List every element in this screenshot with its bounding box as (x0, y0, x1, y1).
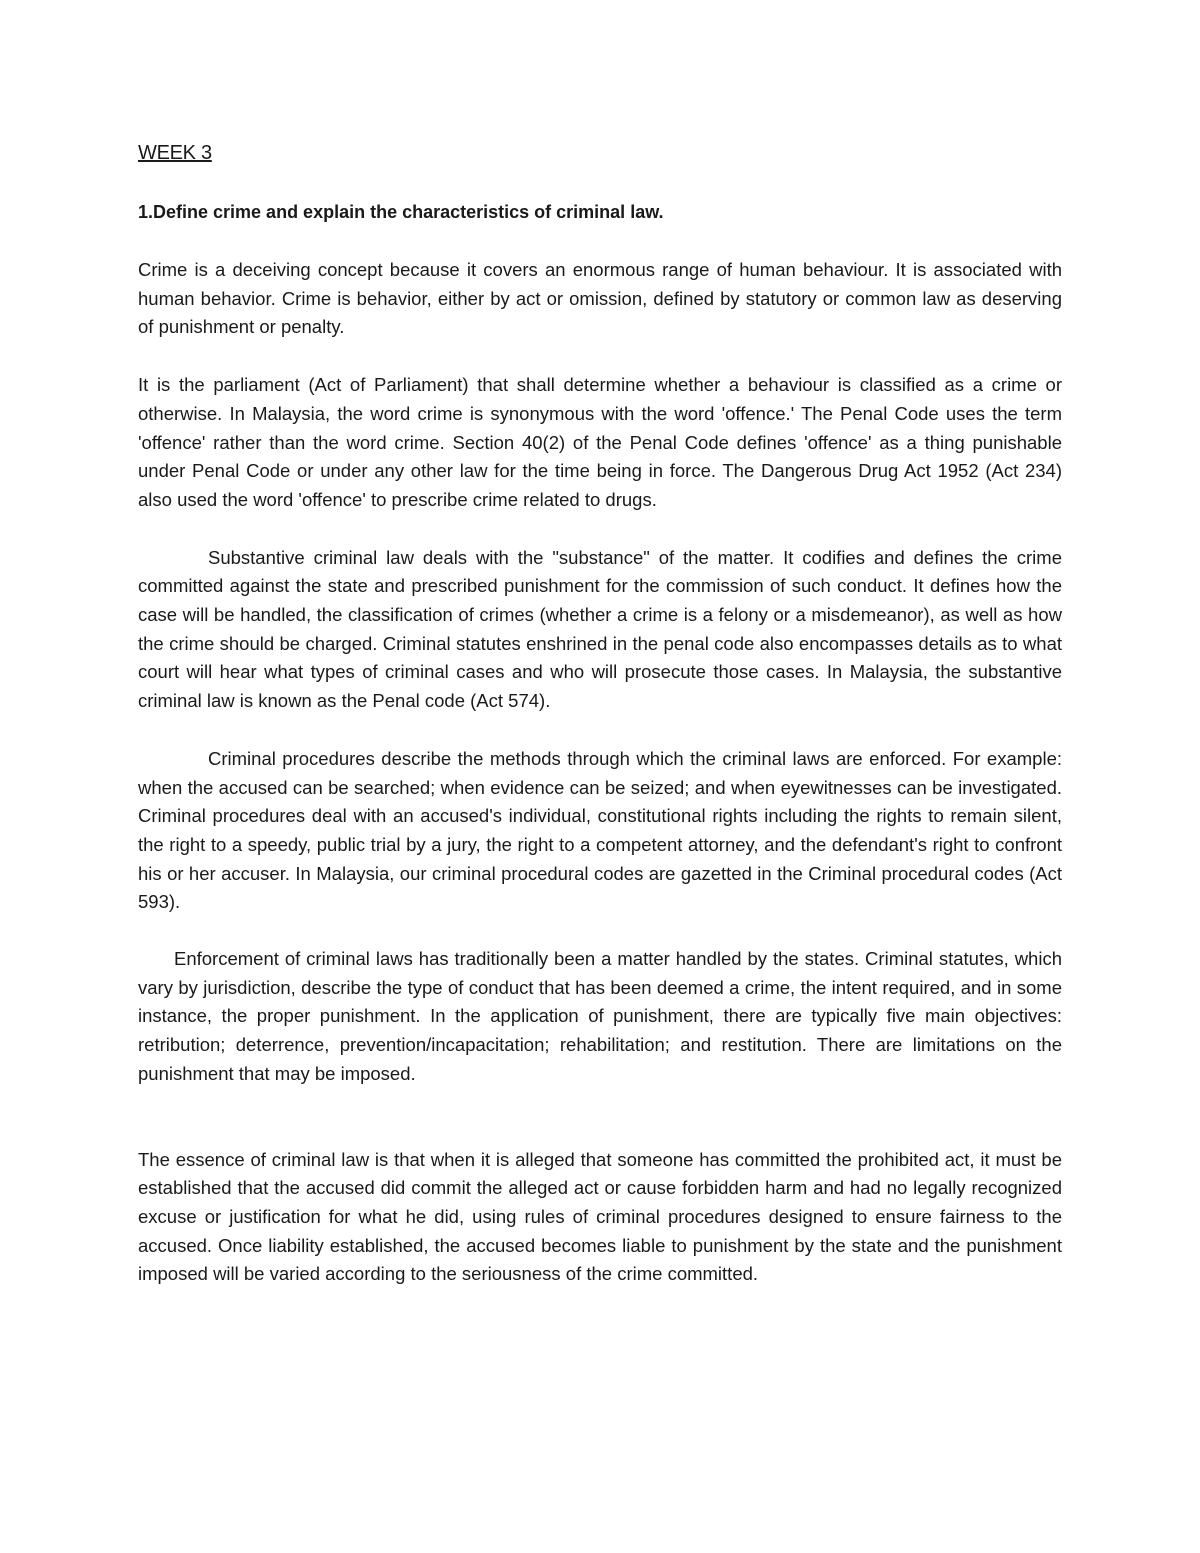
document-page (138, 138, 1062, 1289)
paragraph-crime-definition: Crime is a deceiving concept because it covers an enormous range of human behaviour. It is associated with human behavior. Crime is behavior, either by act or omission, defined by statutory or common law as deserving of punishment or penalty. (138, 259, 1062, 338)
question-heading: 1.Define crime and explain the characteristics of criminal law. (138, 202, 664, 222)
paragraph-substantive-law: Substantive criminal law deals with the "substance" of the matter. It codifies and defines the crime committed against the state and prescribed punishment for the commission of such conduct. It defines how the case will be handled, the classification of crimes (whether a crime is a felony or a misdemeanor), as well as how the crime should be charged. Criminal statutes enshrined in the penal code also encompasses details as to what court will hear what types of criminal cases and who will prosecute those cases. In Malaysia, the substantive criminal law is known as the Penal code (Act 574). (138, 546, 1062, 712)
paragraph-enforcement: Enforcement of criminal laws has traditionally been a matter handled by the states. Criminal statutes, which vary by jurisdiction, describe the type of conduct that has been deemed a crime, the intent required, and in some instance, the proper punishment. In the application of punishment, there are typically five main objectives: retribution; deterrence, prevention/incapacitation; rehabilitation; and restitution. There are limitations on the punishment that may be imposed. (138, 948, 1062, 1084)
paragraph-essence: The essence of criminal law is that when it is alleged that someone has committed the prohibited act, it must be established that the accused did commit the alleged act or cause forbidden harm and had no legally recognized excuse or justification for what he did, using rules of criminal procedures designed to ensure fairness to the accused. Once liability established, the accused becomes liable to punishment by the state and the punishment imposed will be varied according to the seriousness of the crime committed. (138, 1148, 1062, 1285)
page-title: WEEK 3 (138, 142, 212, 164)
paragraph-criminal-procedures: Criminal procedures describe the methods through which the criminal laws are enforced. For example: when the accused can be searched; when evidence can be seized; and when eyewitnesses can be investigated. Criminal procedures deal with an accused's individual, constitutional rights including the rights to remain silent, the right to a speedy, public trial by a jury, the right to a competent attorney, and the defendant's right to confront his or her accuser. In Malaysia, our criminal procedural codes are gazetted in the Criminal procedural codes (Act 593). (138, 747, 1062, 913)
paragraph-parliament: It is the parliament (Act of Parliament) that shall determine whether a behaviour is classified as a crime or otherwise. In Malaysia, the word crime is synonymous with the word 'offence.' The Penal Code uses the term 'offence' rather than the word crime. Section 40(2) of the Penal Code defines 'offence' as a thing punishable under Penal Code or under any other law for the time being in force. The Dangerous Drug Act 1952 (Act 234) also used the word 'offence' to prescribe crime related to drugs. (138, 374, 1062, 510)
